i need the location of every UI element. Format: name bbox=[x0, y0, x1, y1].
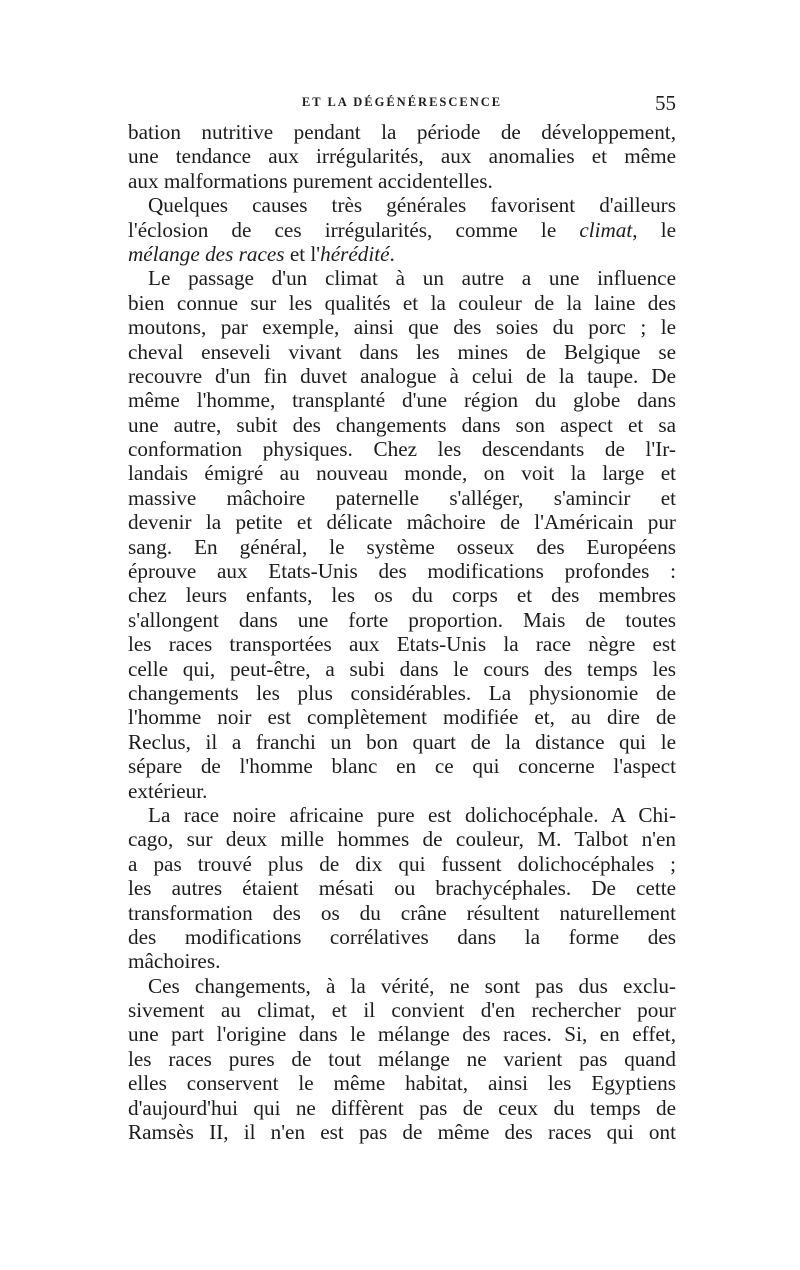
text-line: sivement au climat, et il convient d'en rechercher pour bbox=[128, 998, 676, 1023]
text-line: bation nutritive pendant la période de développement, bbox=[128, 120, 676, 144]
text-line: les races pures de tout mélange ne varient pas quand bbox=[128, 1046, 676, 1071]
text-line: des modifications corrélatives dans la forme des bbox=[128, 924, 676, 949]
text-line: chez leurs enfants, les os du corps et des membres bbox=[128, 583, 676, 608]
text-line: les autres étaient mésati ou brachycéphales. De cette bbox=[128, 876, 676, 901]
running-head bbox=[128, 91, 676, 121]
text-line: celle qui, peut-être, a subi dans le cours des temps les bbox=[128, 656, 676, 681]
text-line: mélange des races et l'hérédité. bbox=[128, 241, 395, 266]
text-line: éprouve aux Etats-Unis des modifications profondes : bbox=[128, 559, 676, 584]
text-line: l'éclosion de ces irrégularités, comme le climat, le bbox=[128, 217, 676, 242]
text-line: massive mâchoire paternelle s'alléger, s'amincir et bbox=[128, 485, 676, 510]
text-line: cago, sur deux mille hommes de couleur, M. Talbot n'en bbox=[128, 827, 676, 852]
text-line: Ces changements, à la vérité, ne sont pas dus exclu- bbox=[148, 973, 676, 998]
text-run: le bbox=[660, 217, 676, 242]
text-line: sépare de l'homme blanc en ce qui concerne l'aspect bbox=[128, 754, 676, 779]
text-line: moutons, par exemple, ainsi que des soies du porc ; le bbox=[128, 315, 676, 340]
text-line: Ramsès II, il n'en est pas de même des races qui ont bbox=[128, 1120, 676, 1145]
body-text bbox=[128, 120, 676, 1144]
text-line: mâchoires. bbox=[128, 949, 221, 974]
text-line: s'allongent dans une forte proportion. Mais de toutes bbox=[128, 607, 676, 632]
text-line: bien connue sur les qualités et la couleur de la laine des bbox=[128, 290, 676, 315]
text-line: même l'homme, transplanté d'une région du globe dans bbox=[128, 388, 676, 413]
text-run: l'éclosion de ces irrégularités, comme le bbox=[128, 217, 557, 242]
text-line: recouvre d'un fin duvet analogue à celui de la taupe. De bbox=[128, 363, 676, 388]
text-line: extérieur. bbox=[128, 778, 208, 803]
running-title: ET LA DÉGÉNÉRESCENCE bbox=[301, 95, 503, 109]
text-line: changements les plus considérables. La physionomie de bbox=[128, 680, 676, 705]
text-line: Quelques causes très générales favorisent d'ailleurs bbox=[148, 193, 676, 218]
text-line: landais émigré au nouveau monde, on voit la large et bbox=[128, 461, 676, 486]
text-line: les races transportées aux Etats-Unis la race nègre est bbox=[128, 632, 676, 657]
text-line: La race noire africaine pure est dolichocéphale. A Chi- bbox=[148, 802, 676, 827]
text-line: d'aujourd'hui qui ne diffèrent pas de ceux du temps de bbox=[128, 1095, 676, 1120]
text-line: devenir la petite et délicate mâchoire de l'Américain pur bbox=[128, 510, 676, 535]
text-line: conformation physiques. Chez les descendants de l'Ir- bbox=[128, 437, 676, 462]
text-line: Le passage d'un climat à un autre a une influence bbox=[148, 266, 676, 291]
text-line: transformation des os du crâne résultent naturellement bbox=[128, 900, 676, 925]
italic-term-heredite: hérédité bbox=[320, 241, 390, 266]
text-line: une autre, subit des changements dans son aspect et sa bbox=[128, 412, 676, 437]
text-run: et l' bbox=[289, 241, 321, 266]
text-line: a pas trouvé plus de dix qui fussent dolichocéphales ; bbox=[128, 851, 676, 876]
text-line: l'homme noir est complètement modifiée et, au dire de bbox=[128, 705, 676, 730]
text-line: aux malformations purement accidentelles. bbox=[128, 168, 493, 193]
text-line: une part l'origine dans le mélange des races. Si, en effet, bbox=[128, 1022, 676, 1047]
text-line: elles conservent le même habitat, ainsi les Egyptiens bbox=[128, 1071, 676, 1096]
text-line: Reclus, il a franchi un bon quart de la distance qui le bbox=[128, 729, 676, 754]
text-line: sang. En général, le système osseux des Européens bbox=[128, 534, 676, 559]
text-line: cheval enseveli vivant dans les mines de Belgique se bbox=[128, 339, 676, 364]
italic-term-climat: climat bbox=[579, 217, 633, 242]
text-line: une tendance aux irrégularités, aux anomalies et même bbox=[128, 144, 676, 169]
page-number: 55 bbox=[655, 91, 676, 115]
italic-term-melange: mélange des races bbox=[128, 241, 285, 266]
